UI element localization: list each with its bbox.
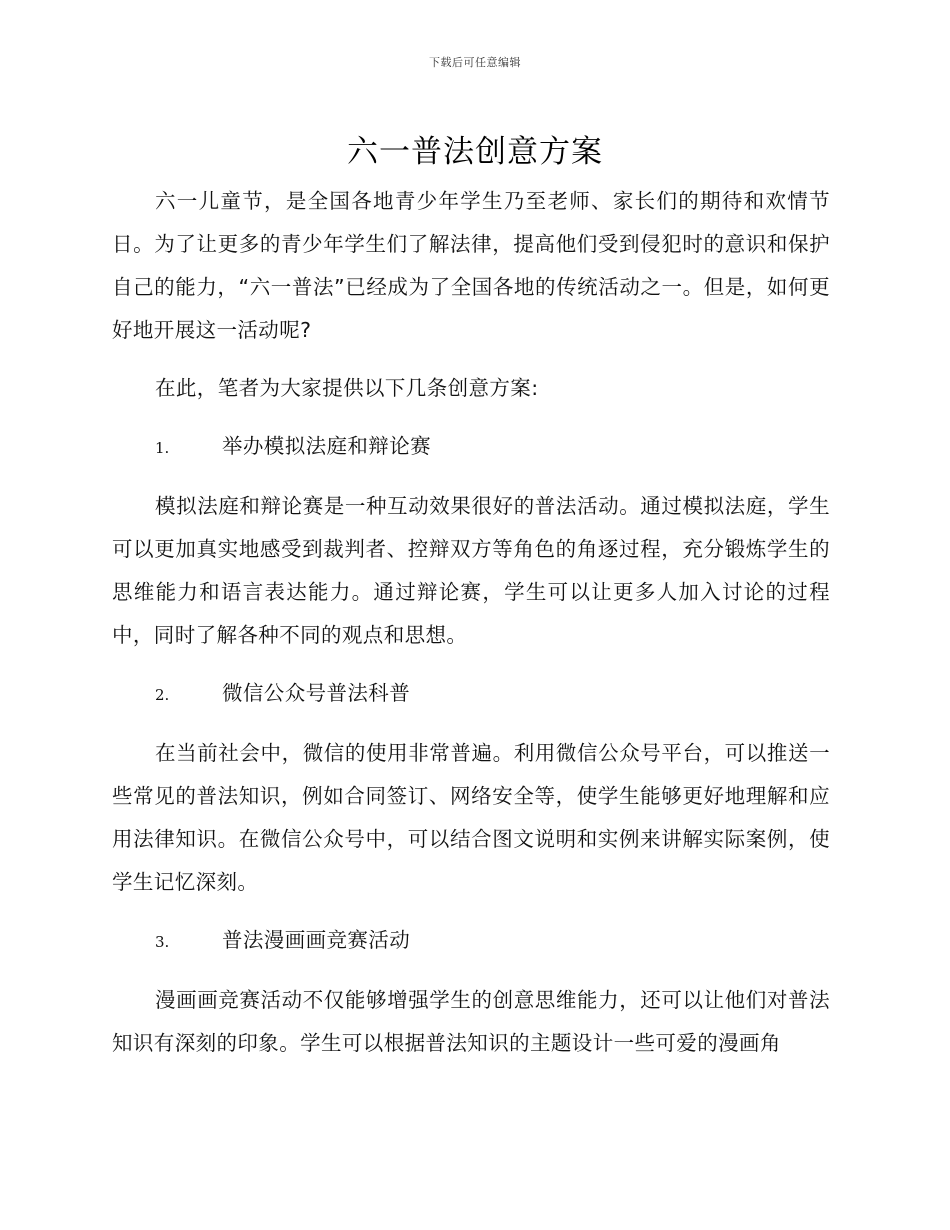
list-item-title: 举办模拟法庭和辩论赛	[222, 434, 431, 458]
header-note: 下载后可任意编辑	[429, 56, 521, 69]
list-item-number: 3.	[155, 933, 170, 951]
list-item-heading-1	[112, 425, 830, 470]
list-item-number: 1.	[155, 439, 170, 457]
list-item-heading-3	[112, 919, 830, 964]
lead-paragraph: 在此，笔者为大家提供以下几条创意方案:	[155, 376, 539, 400]
document-title: 六一普法创意方案	[347, 134, 603, 170]
list-item-body-2: 在当前社会中，微信的使用非常普遍。利用微信公众号平台，可以推送一些常见的普法知识，例如合同签订、网络安全等，使学生能够更好地理解和应用法律知识。在微信公众号中，可以结合图文说明和实例来讲解实际案例，使学生记忆深刻。	[112, 741, 830, 894]
document-body	[112, 180, 830, 1080]
list-item-body-3: 漫画画竞赛活动不仅能够增强学生的创意思维能力，还可以让他们对普法知识有深刻的印象。学生可以根据普法知识的主题设计一些可爱的漫画角	[112, 988, 830, 1055]
intro-paragraph: 六一儿童节，是全国各地青少年学生乃至老师、家长们的期待和欢情节日。为了让更多的青少年学生们了解法律，提高他们受到侵犯时的意识和保护自己的能力，“六一普法”已经成为了全国各地的传统活动之一。但是，如何更好地开展这一活动呢?	[112, 189, 830, 342]
list-item-title: 微信公众号普法科普	[222, 681, 411, 705]
list-item-heading-2	[112, 672, 830, 717]
list-item-number: 2.	[155, 686, 170, 704]
list-item-body-1: 模拟法庭和辩论赛是一种互动效果很好的普法活动。通过模拟法庭，学生可以更加真实地感受到裁判者、控辩双方等角色的角逐过程，充分锻炼学生的思维能力和语言表达能力。通过辩论赛，学生可以让更多人加入讨论的过程中，同时了解各种不同的观点和思想。	[112, 494, 830, 647]
list-item-title: 普法漫画画竞赛活动	[222, 928, 411, 952]
